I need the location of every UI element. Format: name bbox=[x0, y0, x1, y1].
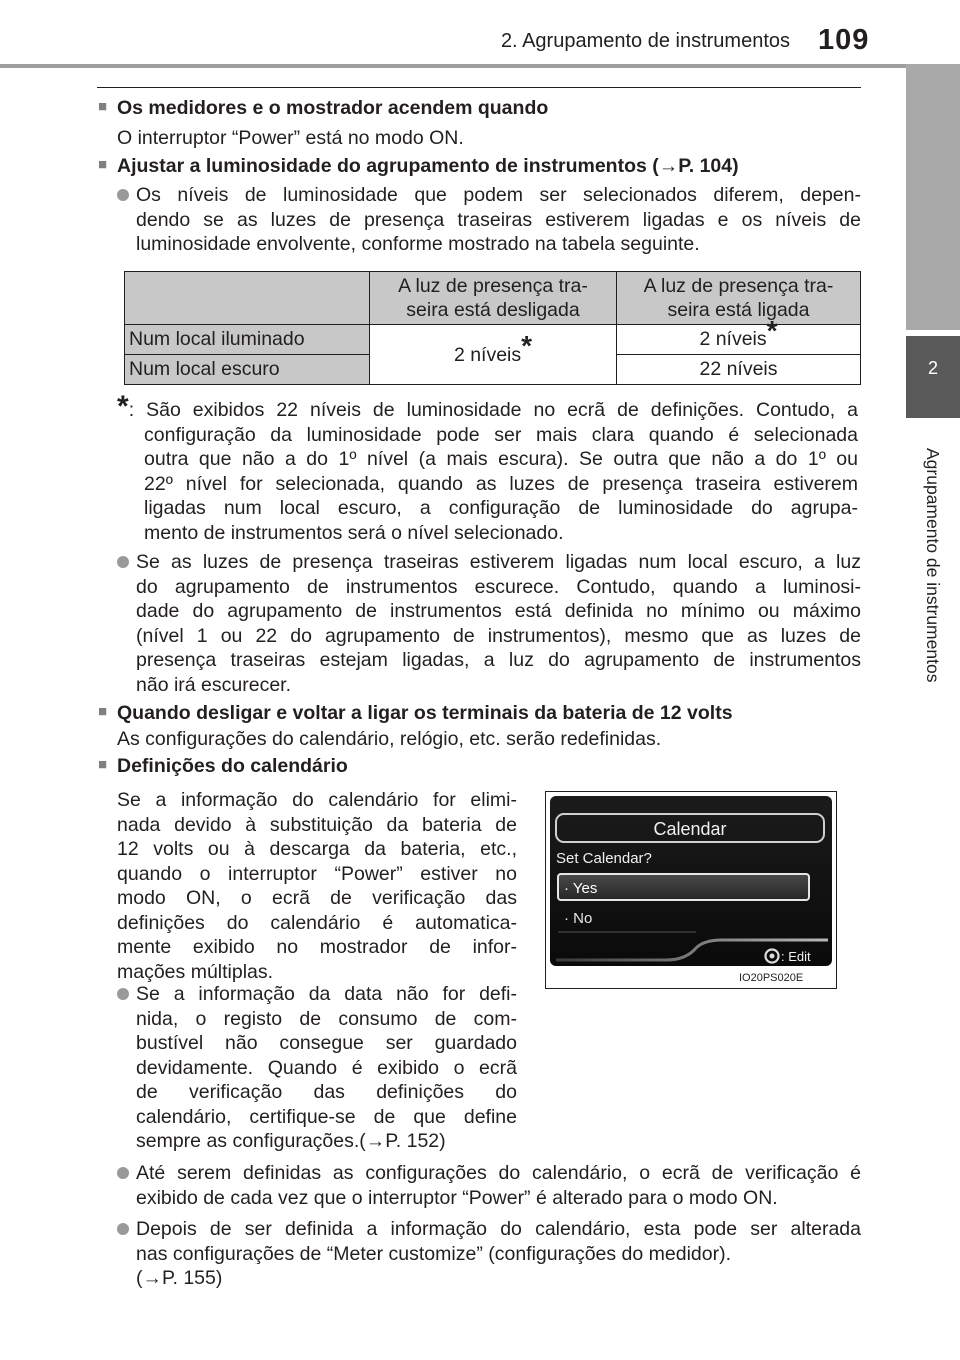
text-line: devidamente. Quando é exibido o ecrã bbox=[136, 1056, 517, 1079]
header-rule bbox=[0, 64, 906, 68]
text-line: ligadas num local escuro, a configuração de luminosidade do agrupa- bbox=[144, 497, 858, 519]
text-line: mento de instrumentos será o nível selecionado. bbox=[144, 521, 564, 544]
text-line: sempre as configurações.(→P. 152) bbox=[136, 1130, 446, 1152]
chapter-number: 2 bbox=[927, 358, 938, 378]
text-line: do agrupamento de instrumentos escurece. Contudo, quando a luminosi- bbox=[136, 575, 861, 598]
text-line: não irá escurecer. bbox=[136, 673, 292, 696]
section-heading-gauges: ■ Os medidores e o mostrador acendem quando bbox=[117, 96, 548, 121]
table-header-on: A luz de presença tra- seira está ligada bbox=[617, 272, 861, 325]
sidebar-tab-light bbox=[906, 64, 960, 330]
section-heading-brightness: ■ Ajustar a luminosidade do agrupamento de instrumentos (→P. 104) bbox=[117, 154, 739, 179]
text-line: quando o interruptor “Power” estiver no bbox=[117, 862, 517, 885]
screen-question: Set Calendar? bbox=[556, 850, 652, 867]
text-line: definições do calendário é automatica- bbox=[117, 911, 517, 934]
table-corner-cell bbox=[125, 272, 370, 325]
dark-location-bullet bbox=[136, 550, 861, 697]
page-number: 109 bbox=[818, 24, 870, 56]
table-row-label-dark: Num local escuro bbox=[125, 355, 370, 385]
table-cell-lit-on: 2 níveis* bbox=[617, 325, 861, 355]
text-line: 22º nível for selecionada, quando as luzes de presença traseira estiverem bbox=[144, 472, 858, 495]
text-line: 12 volts ou à descarga da bateria, etc., bbox=[117, 838, 517, 860]
text-line: outra que não a do 1º nível (a mais escura). Se outra que não a do 1º ou bbox=[144, 448, 858, 470]
calendar-screen-figure bbox=[545, 791, 837, 989]
text-line: (→P. 155) bbox=[136, 1267, 223, 1289]
option-no[interactable]: · No bbox=[564, 910, 593, 927]
calendar-bullet-after-set bbox=[136, 1217, 861, 1291]
section-text-gauges: O interruptor “Power” está no modo ON. bbox=[117, 127, 464, 149]
calendar-paragraph bbox=[117, 788, 517, 984]
edit-label: : Edit bbox=[781, 949, 811, 964]
text-line: (nível 1 ou 22 do agrupamento de instrumentos), mesmo que as luzes de bbox=[136, 624, 861, 647]
section-heading-battery: ■ Quando desligar e voltar a ligar os terminais da bateria de 12 volts bbox=[117, 701, 733, 726]
text-line: dade do agrupamento de instrumentos está definida no mínimo ou máximo bbox=[136, 600, 861, 622]
section-heading-calendar: ■ Definições do calendário bbox=[117, 754, 348, 779]
text-line: mente exibido no mostrador de infor- bbox=[117, 936, 517, 958]
text-line: configuração da luminosidade pode ser mais clara quando é selecionada bbox=[144, 423, 858, 446]
text-line: bustível não consegue ser guardado bbox=[136, 1032, 517, 1054]
calendar-bullet-data bbox=[136, 982, 517, 1154]
text-line: Se a informação do calendário for elimi- bbox=[117, 789, 517, 811]
text-line: : São exibidos 22 níveis de luminosidade no ecrã de definições. Contudo, a bbox=[128, 399, 858, 421]
text-line: Depois de ser definida a informação do calendário, esta pode ser alterada bbox=[136, 1218, 861, 1240]
footnote-marker: * bbox=[117, 390, 129, 423]
section-text-battery: As configurações do calendário, relógio, etc. serão redefinidas. bbox=[117, 728, 662, 750]
running-header-title: 2. Agrupamento de instrumentos bbox=[500, 30, 790, 52]
text-line: presença traseiras estejam ligadas, a luz do agrupamento de instrumentos bbox=[136, 649, 861, 671]
option-yes[interactable]: · Yes bbox=[564, 880, 598, 897]
edit-dial-center-icon bbox=[770, 954, 775, 959]
screen-title: Calendar bbox=[653, 819, 727, 839]
text-line: Se a informação da data não for defi- bbox=[136, 983, 517, 1005]
text-line: exibido de cada vez que o interruptor “Power” é alterado para o modo ON. bbox=[136, 1186, 778, 1209]
text-line: nas configurações de “Meter customize” (configurações do medidor). bbox=[136, 1242, 732, 1265]
calendar-bullet-until-set bbox=[136, 1161, 861, 1210]
text-line: nida, o registo de consumo de com- bbox=[136, 1007, 517, 1030]
brightness-bullet bbox=[136, 183, 861, 257]
table-footnote bbox=[117, 390, 858, 545]
chapter-label: Agrupamento de instrumentos bbox=[923, 447, 943, 683]
content-rule bbox=[97, 87, 861, 88]
text-line: Até serem definidas as configurações do calendário, o ecrã de verificação é bbox=[136, 1162, 861, 1184]
text-line: mações múltiplas. bbox=[117, 960, 274, 983]
text-line: de verificação das definições do bbox=[136, 1081, 517, 1103]
text-line: luminosidade envolvente, conforme mostrado na tabela seguinte. bbox=[136, 233, 700, 255]
text-line: calendário, certifique-se de que define bbox=[136, 1105, 517, 1128]
brightness-table bbox=[124, 271, 861, 385]
figure-code: IO20PS020E bbox=[739, 972, 804, 984]
text-line: nada devido à substituição da bateria de bbox=[117, 813, 517, 836]
text-line: Se as luzes de presença traseiras estiverem ligadas num local escuro, a luz bbox=[136, 551, 861, 573]
table-header-off: A luz de presença tra- seira está desligada bbox=[370, 272, 617, 325]
text-line: Os níveis de luminosidade que podem ser selecionados diferem, depen- bbox=[136, 184, 861, 206]
text-line: modo ON, o ecrã de verificação das bbox=[117, 887, 517, 909]
calendar-screen-svg bbox=[546, 792, 836, 988]
table-cell-dark-on: 22 níveis bbox=[617, 355, 861, 385]
table-row-label-lit: Num local iluminado bbox=[125, 325, 370, 355]
table-cell-merged: 2 níveis* bbox=[370, 325, 617, 385]
text-line: dendo se as luzes de presença traseiras estiverem ligadas e os níveis de bbox=[136, 208, 861, 231]
